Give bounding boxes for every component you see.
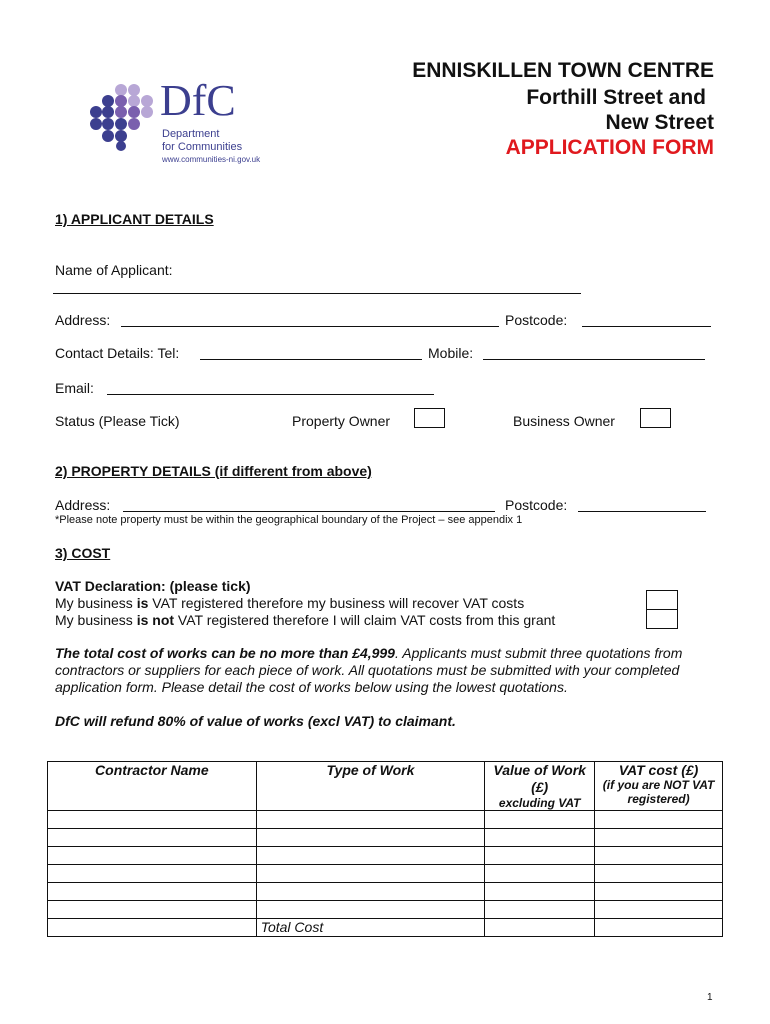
total-value-cell[interactable]: [485, 919, 595, 937]
table-cell[interactable]: [256, 829, 485, 847]
col-type-of-work-label: Type of Work: [326, 762, 415, 778]
quotation-instructions: . Applicants must submit three quotations from contractors or suppliers for each piece of work. All quotations must be submitted with your completed application form. Please detail the cost of works below using the lowest quotations.: [55, 645, 683, 695]
table-cell[interactable]: [485, 901, 595, 919]
table-row: [48, 901, 723, 919]
refund-statement: DfC will refund 80% of value of works (excl VAT) to claimant.: [55, 713, 456, 729]
col-contractor-name: [48, 762, 257, 811]
col-contractor-name-label: Contractor Name: [95, 762, 209, 778]
col-vat-cost: [595, 762, 723, 811]
header-title-line3: New Street: [605, 111, 714, 134]
col-value-of-work: [485, 762, 595, 811]
section3-title: 3) COST: [55, 545, 111, 561]
table-cell[interactable]: [595, 901, 723, 919]
table-cell[interactable]: [595, 829, 723, 847]
table-cell[interactable]: [48, 883, 257, 901]
table-cell[interactable]: [256, 847, 485, 865]
table-cell[interactable]: [595, 883, 723, 901]
table-row: [48, 829, 723, 847]
col-vat-sublabel: (if you are NOT VAT registered): [602, 778, 715, 806]
property-postcode-field[interactable]: [578, 511, 706, 512]
logo-line1: Department: [162, 128, 220, 140]
total-cost-instructions: [55, 645, 725, 696]
table-cell[interactable]: [48, 865, 257, 883]
email-label: Email:: [55, 380, 94, 396]
mobile-label: Mobile:: [428, 345, 474, 361]
vat-not-registered-checkbox[interactable]: [646, 609, 678, 629]
table-row: [48, 883, 723, 901]
table-cell[interactable]: [485, 883, 595, 901]
table-cell[interactable]: [256, 883, 485, 901]
table-row: [48, 847, 723, 865]
header-form-title: APPLICATION FORM: [505, 136, 714, 159]
business-owner-checkbox[interactable]: [640, 408, 671, 428]
vat-declaration-heading: VAT Declaration: (please tick): [55, 578, 251, 594]
table-cell[interactable]: [595, 811, 723, 829]
col-vat-label: VAT cost (£): [618, 762, 699, 778]
property-owner-checkbox[interactable]: [414, 408, 445, 428]
property-address-label: Address:: [55, 497, 111, 513]
total-vat-cell[interactable]: [595, 919, 723, 937]
table-cell[interactable]: [256, 865, 485, 883]
vat2-pre: My business: [55, 612, 137, 628]
table-row: [48, 811, 723, 829]
section1-title: 1) APPLICANT DETAILS: [55, 211, 214, 227]
vat-not-registered-statement: [55, 612, 555, 628]
address-field[interactable]: [121, 326, 499, 327]
postcode-field[interactable]: [582, 326, 711, 327]
name-field[interactable]: [53, 293, 581, 294]
table-cell[interactable]: [48, 829, 257, 847]
logo-brand: DfC: [160, 76, 236, 125]
page-number: 1: [707, 992, 713, 1003]
works-cost-table: [47, 761, 723, 937]
vat-registered-statement: [55, 595, 524, 611]
header-title-line2: Forthill Street and: [526, 86, 706, 109]
col-value-sublabel: excluding VAT: [498, 796, 581, 810]
total-cost-label-cell: [256, 919, 485, 937]
tel-field[interactable]: [200, 359, 422, 360]
header-title-line1: ENNISKILLEN TOWN CENTRE: [412, 59, 714, 82]
table-cell[interactable]: [485, 829, 595, 847]
name-label: Name of Applicant:: [55, 262, 173, 278]
vat1-post: VAT registered therefore my business will recover VAT costs: [148, 595, 525, 611]
logo-line2: for Communities: [162, 141, 243, 153]
total-cost-row: [48, 919, 723, 937]
property-address-field[interactable]: [123, 511, 495, 512]
total-cost-label: Total Cost: [260, 919, 324, 935]
property-postcode-label: Postcode:: [505, 497, 568, 513]
hexagon-cluster-icon: [88, 82, 158, 152]
status-label: Status (Please Tick): [55, 413, 180, 429]
vat1-bold: is: [136, 595, 149, 611]
table-cell[interactable]: [485, 847, 595, 865]
property-owner-label: Property Owner: [292, 413, 391, 429]
logo-url: www.communities-ni.gov.uk: [162, 155, 261, 164]
table-cell[interactable]: [595, 847, 723, 865]
table-cell[interactable]: [256, 901, 485, 919]
table-cell[interactable]: [595, 865, 723, 883]
postcode-label: Postcode:: [505, 312, 568, 328]
property-boundary-note: *Please note property must be within the geographical boundary of the Project – see appendix 1: [55, 514, 523, 526]
address-label: Address:: [55, 312, 111, 328]
dfc-logo: [88, 78, 288, 170]
vat1-pre: My business: [55, 595, 137, 611]
contact-tel-label: Contact Details: Tel:: [55, 345, 180, 361]
table-cell[interactable]: [256, 811, 485, 829]
section2-title: 2) PROPERTY DETAILS (if different from above): [55, 463, 372, 479]
table-cell: [48, 919, 257, 937]
mobile-field[interactable]: [483, 359, 705, 360]
vat2-bold: is not: [136, 612, 175, 628]
business-owner-label: Business Owner: [513, 413, 615, 429]
table-cell[interactable]: [485, 811, 595, 829]
vat2-post: VAT registered therefore I will claim VAT costs from this grant: [174, 612, 556, 628]
table-cell[interactable]: [48, 901, 257, 919]
email-field[interactable]: [107, 394, 434, 395]
table-cell[interactable]: [48, 811, 257, 829]
table-header-row: [48, 762, 723, 811]
table-cell[interactable]: [48, 847, 257, 865]
table-cell[interactable]: [485, 865, 595, 883]
vat-registered-checkbox[interactable]: [646, 590, 678, 610]
col-type-of-work: [256, 762, 485, 811]
col-value-label: Value of Work (£): [493, 762, 586, 795]
table-row: [48, 865, 723, 883]
total-cost-limit: The total cost of works can be no more than £4,999: [55, 645, 395, 661]
